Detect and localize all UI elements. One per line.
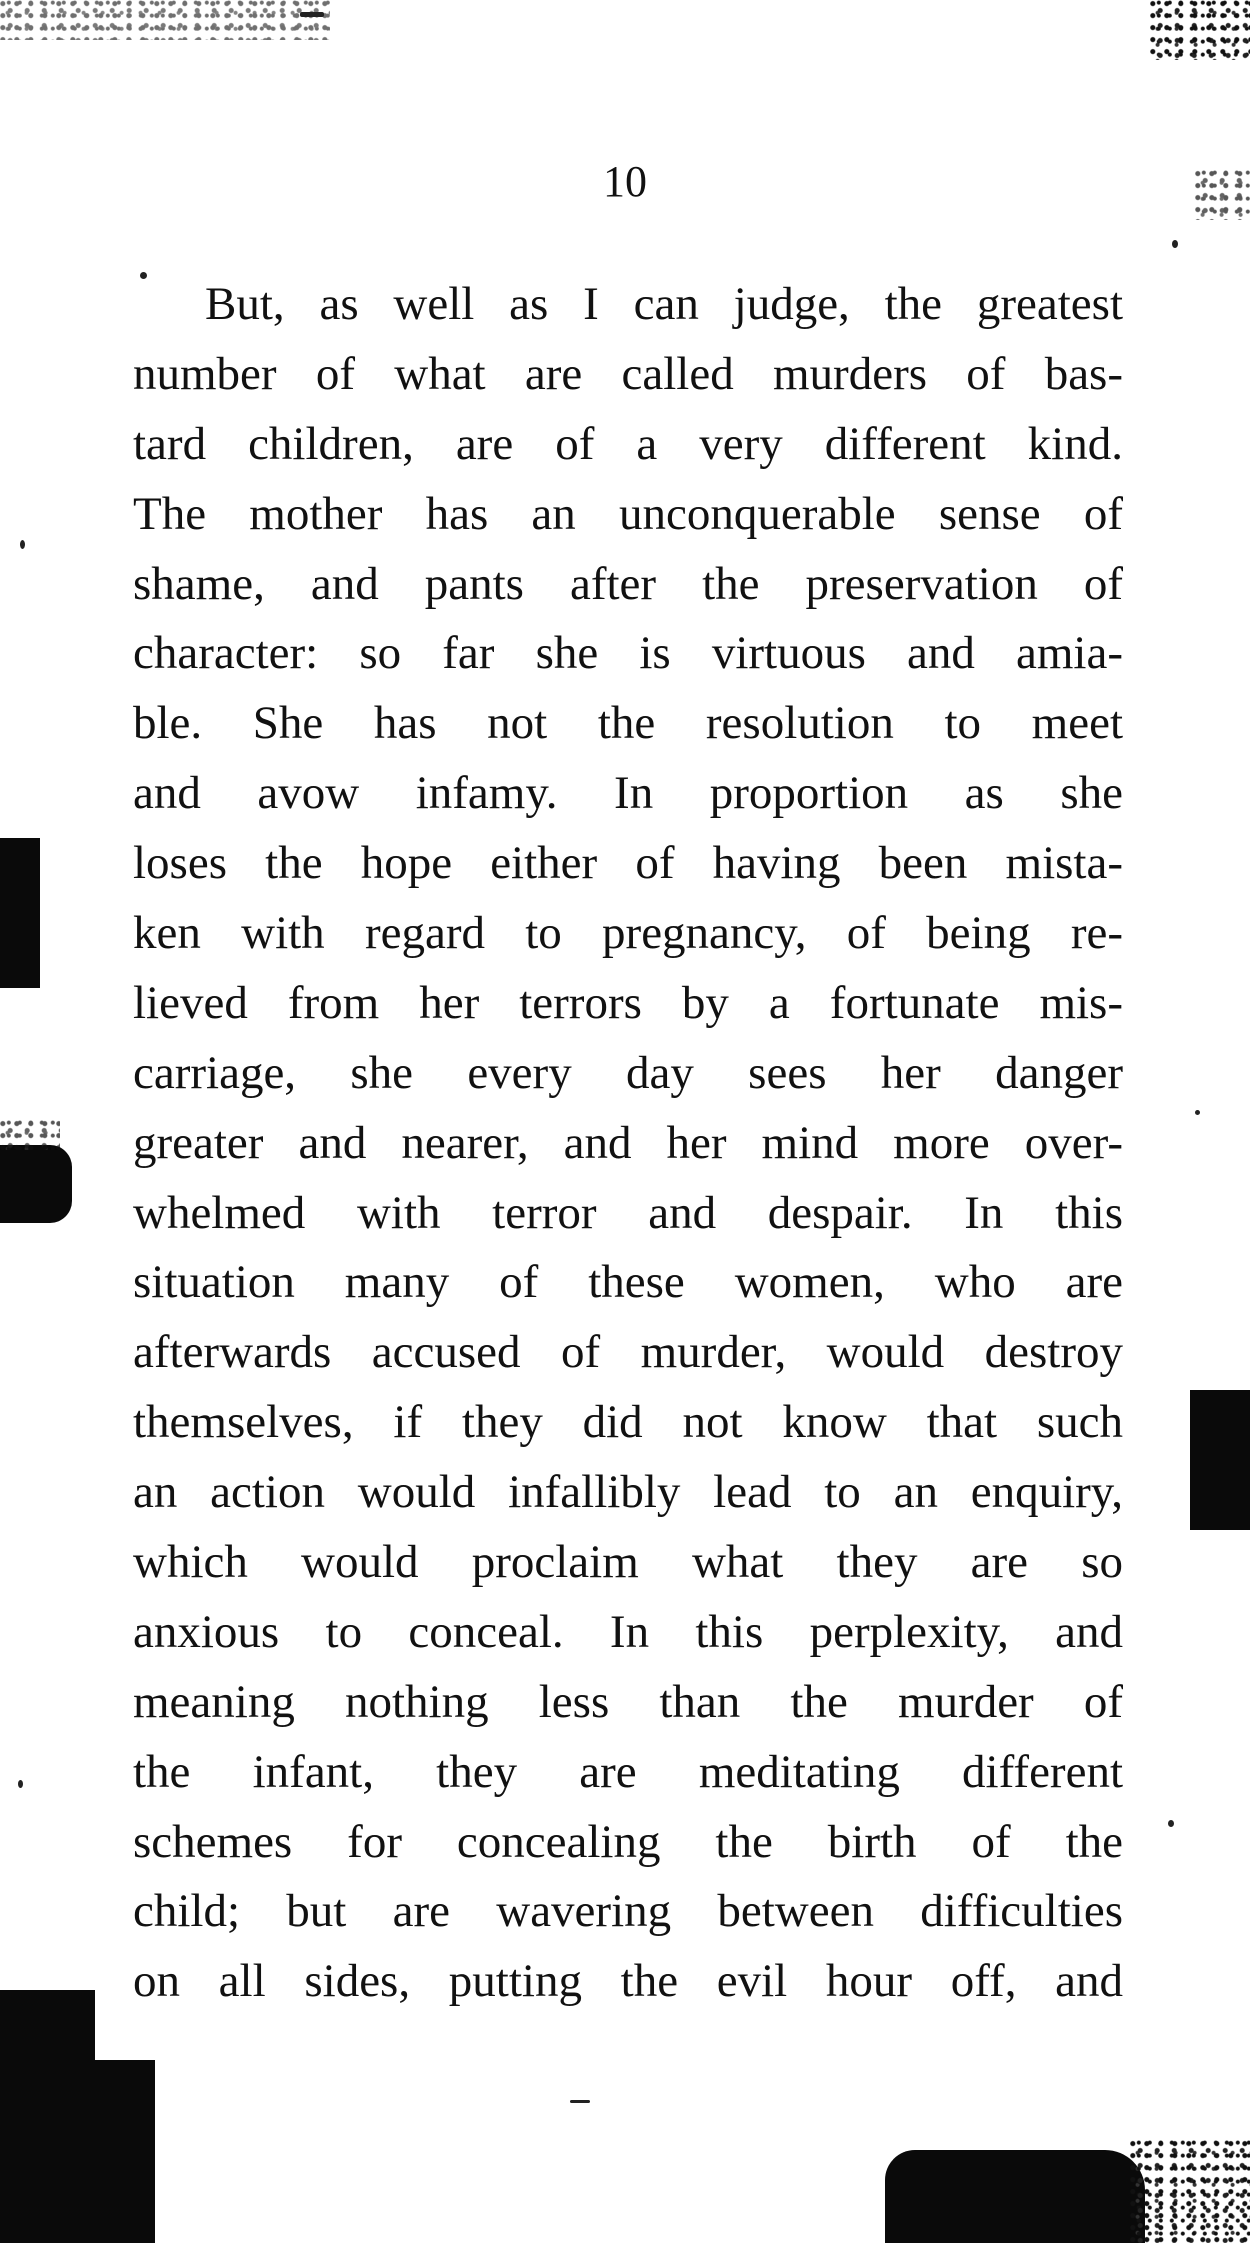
- scan-noise-top-left: [0, 0, 330, 40]
- text-line: The mother has an unconquerable sense of: [133, 487, 1123, 540]
- text-line: anxious to conceal. In this perplexity, and: [133, 1605, 1123, 1658]
- scan-speck: [1168, 1820, 1174, 1827]
- text-line: an action would infallibly lead to an enquiry,: [133, 1466, 1123, 1519]
- text-line: meaning nothing less than the murder of: [133, 1675, 1123, 1728]
- scan-speck: [570, 2100, 590, 2103]
- text-line: But, as well as I can judge, the greatest: [205, 278, 1123, 330]
- text-line: ken with regard to pregnancy, of being re-: [133, 907, 1123, 960]
- text-line: situation many of these women, who are: [133, 1256, 1123, 1309]
- text-line: ble. She has not the resolution to meet: [133, 697, 1123, 750]
- text-line: on all sides, putting the evil hour off, and: [133, 1955, 1123, 2008]
- scan-blot-bottom-right: [885, 2150, 1145, 2243]
- text-line: schemes for concealing the birth of the: [133, 1815, 1123, 1868]
- text-line: loses the hope either of having been mista-: [133, 837, 1123, 890]
- page-number: 10: [603, 157, 647, 206]
- scan-speck: [1195, 1110, 1200, 1115]
- text-line: lieved from her terrors by a fortunate mis-: [133, 976, 1123, 1029]
- scan-blot-right: [1190, 1390, 1250, 1530]
- body-text: [133, 270, 1123, 2017]
- text-line: whelmed with terror and despair. In this: [133, 1186, 1123, 1239]
- text-line: afterwards accused of murder, would destroy: [133, 1326, 1123, 1379]
- scan-noise-left-mid: [0, 1120, 60, 1150]
- text-line: greater and nearer, and her mind more over-: [133, 1116, 1123, 1169]
- scan-noise-bottom-right: [1130, 2140, 1250, 2243]
- scan-speck: [18, 1780, 23, 1788]
- text-line: shame, and pants after the preservation of: [133, 557, 1123, 610]
- scan-speck: [1172, 240, 1178, 248]
- scan-blot-bottom-left-2: [95, 2060, 155, 2243]
- scan-speck: [20, 540, 25, 549]
- text-line: character: so far she is virtuous and amia-: [133, 627, 1123, 680]
- text-line: child; but are wavering between difficulties: [133, 1885, 1123, 1938]
- text-line: tard children, are of a very different kind.: [133, 417, 1123, 470]
- scan-blot-left-middle: [0, 1145, 72, 1223]
- text-line: themselves, if they did not know that such: [133, 1396, 1123, 1449]
- text-line: and avow infamy. In proportion as she: [133, 767, 1123, 820]
- text-line: number of what are called murders of bas-: [133, 347, 1123, 400]
- text-line: the infant, they are meditating different: [133, 1745, 1123, 1798]
- scan-noise-top-right: [1150, 0, 1250, 60]
- text-line: which would proclaim what they are so: [133, 1536, 1123, 1589]
- scan-blot-left-top: [0, 838, 40, 988]
- text-line: carriage, she every day sees her danger: [133, 1046, 1123, 1099]
- scan-speck: [300, 12, 324, 17]
- scan-blot-bottom-left: [0, 1990, 95, 2243]
